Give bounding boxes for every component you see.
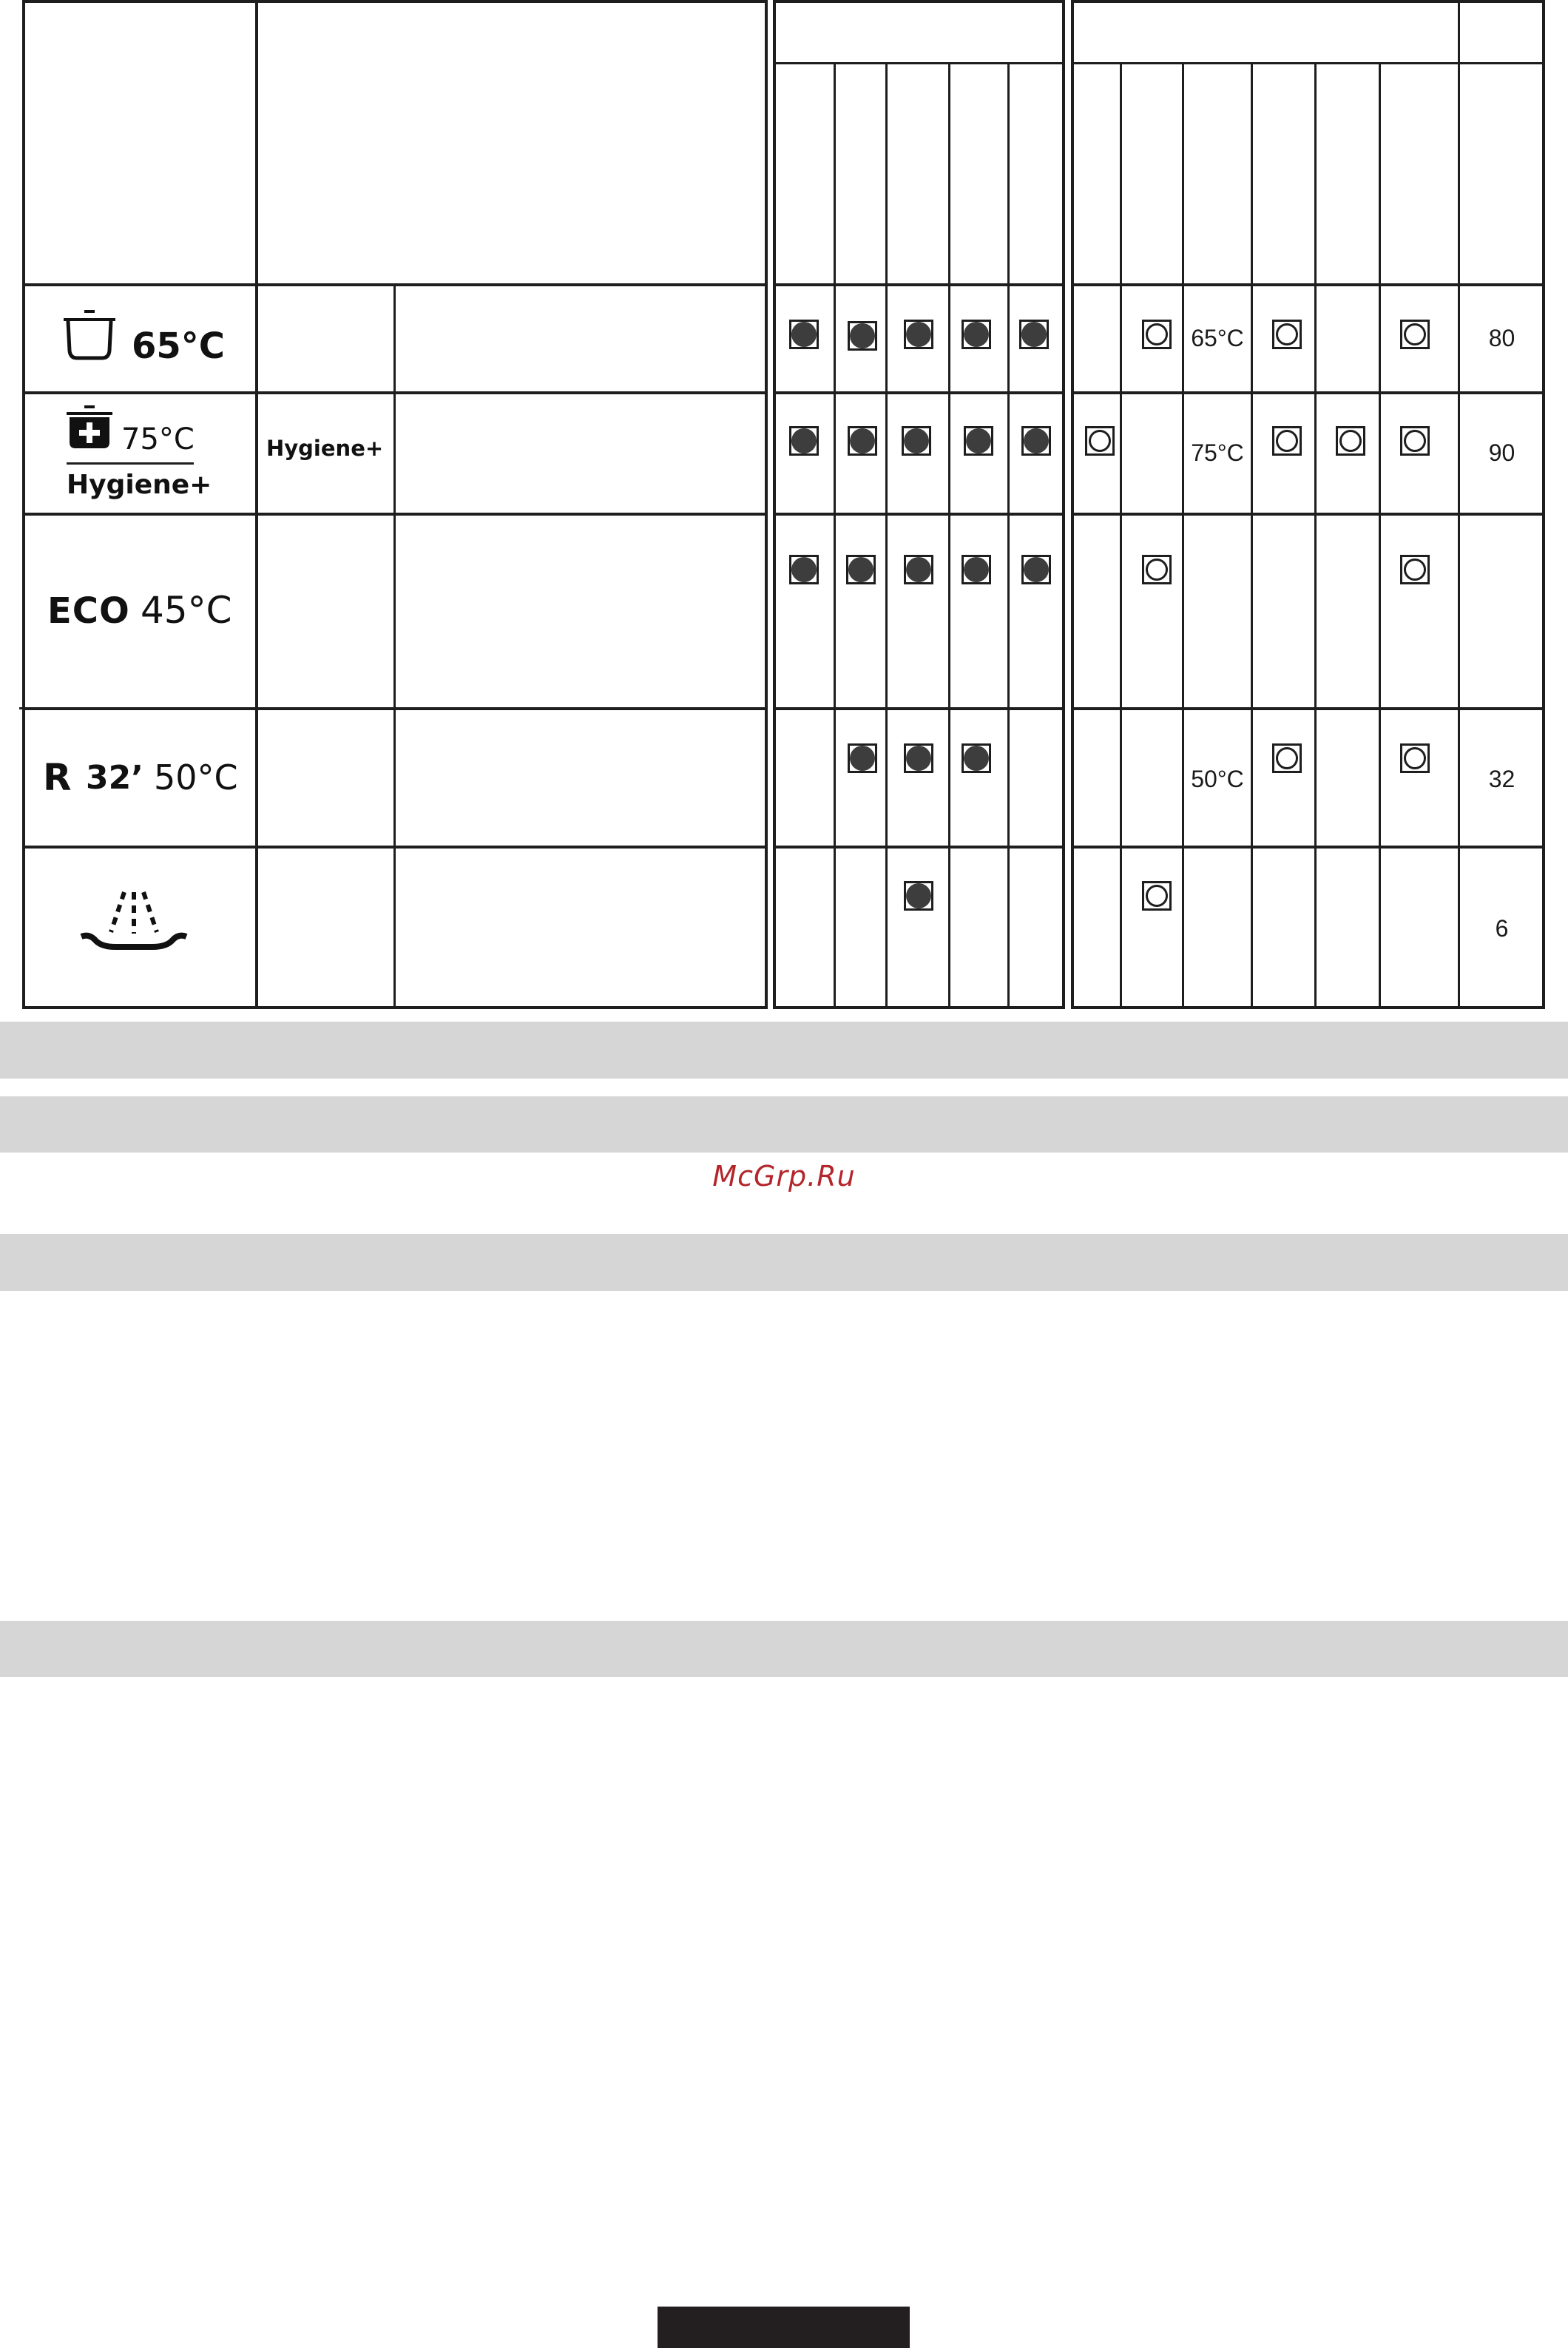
- page-number-tab: [658, 2307, 910, 2348]
- temp-value: 50°C: [1191, 766, 1244, 792]
- duration-value: 90: [1488, 439, 1515, 466]
- open-circle-icon: [1142, 881, 1172, 911]
- table-top-border: [22, 0, 768, 3]
- section-band: [0, 1096, 1568, 1153]
- pot-icon: [62, 309, 117, 365]
- program-label-rapid: 50°C: [154, 758, 238, 797]
- row-line: [22, 707, 768, 710]
- row-line: [22, 846, 768, 849]
- open-circle-icon: [1142, 555, 1172, 584]
- table-divider: [1458, 0, 1460, 1009]
- open-circle-icon: [1272, 743, 1302, 773]
- row-line: [773, 283, 1065, 286]
- filled-dot-icon: [904, 743, 933, 773]
- table-divider: [255, 0, 258, 1009]
- table-divider: [773, 0, 776, 1009]
- filled-dot-icon: [962, 555, 991, 584]
- duration-value: 32: [1488, 766, 1515, 792]
- table-bottom-border: [1071, 1006, 1545, 1009]
- row-line: [22, 283, 768, 286]
- table-divider: [1120, 62, 1122, 1009]
- filled-dot-icon: [1021, 555, 1051, 584]
- table-divider: [834, 62, 836, 1009]
- filled-dot-icon: [1019, 320, 1049, 349]
- table-right-border: [1542, 0, 1545, 1009]
- row-line: [22, 513, 768, 516]
- row-line: [1071, 707, 1545, 710]
- filled-dot-icon: [962, 743, 991, 773]
- filled-dot-icon: [904, 881, 933, 911]
- table-divider: [1251, 62, 1253, 1009]
- row-line: [1071, 283, 1545, 286]
- row-line: [1071, 846, 1545, 849]
- table-divider: [1379, 62, 1381, 1009]
- filled-dot-icon: [848, 426, 877, 456]
- row-line: [773, 707, 1065, 710]
- table-divider: [1314, 62, 1317, 1009]
- table-bottom-border: [22, 1006, 768, 1009]
- temp-value: 75°C: [1191, 439, 1244, 466]
- open-circle-icon: [1400, 426, 1430, 456]
- table-left-border: [22, 0, 25, 1009]
- open-circle-icon: [1272, 426, 1302, 456]
- filled-dot-icon: [789, 426, 819, 456]
- open-circle-icon: [1400, 320, 1430, 349]
- table-divider: [1007, 62, 1010, 1009]
- filled-dot-icon: [1021, 426, 1051, 456]
- open-circle-icon: [1336, 426, 1365, 456]
- table-top-border: [773, 0, 1065, 3]
- filled-dot-icon: [964, 426, 993, 456]
- filled-dot-icon: [789, 555, 819, 584]
- open-circle-icon: [1085, 426, 1115, 456]
- filled-dot-icon: [789, 320, 819, 349]
- program-label-rapid-time: 32’: [86, 759, 143, 797]
- filled-dot-icon: [962, 320, 991, 349]
- row-line: [1071, 391, 1545, 394]
- duration-value: 80: [1488, 325, 1515, 351]
- filled-dot-icon: [902, 426, 931, 456]
- row-tick: [19, 707, 25, 709]
- table-divider: [1071, 0, 1074, 1009]
- option-hygiene: Hygiene+: [266, 436, 384, 461]
- row-line: [773, 513, 1065, 516]
- filled-dot-icon: [904, 320, 933, 349]
- table-bottom-border: [773, 1006, 1065, 1009]
- duration-value: 6: [1495, 915, 1509, 942]
- watermark: McGrp.Ru: [712, 1160, 856, 1192]
- table-divider: [1182, 62, 1184, 1009]
- table-top-border: [1071, 0, 1545, 3]
- program-label-rapid-prefix: R: [43, 756, 72, 799]
- section-band: [0, 1621, 1568, 1677]
- table-divider: [765, 0, 768, 1009]
- row-line: [22, 391, 768, 394]
- table-divider: [948, 62, 950, 1009]
- row-line: [773, 846, 1065, 849]
- section-band: [0, 1022, 1568, 1079]
- label-underline: [67, 462, 194, 465]
- temp-value: 65°C: [1191, 325, 1244, 351]
- filled-dot-icon: [848, 321, 877, 351]
- program-sublabel-hygiene: Hygiene+: [67, 470, 212, 500]
- table-header-line: [1071, 62, 1545, 64]
- pot-plus-icon: [65, 405, 114, 453]
- filled-dot-icon: [846, 555, 876, 584]
- table-divider: [1062, 0, 1065, 1009]
- table-header-line: [773, 62, 1065, 64]
- spray-basin-icon: [78, 888, 189, 959]
- program-label-hygiene: 75°C: [121, 422, 195, 456]
- open-circle-icon: [1400, 743, 1430, 773]
- row-line: [773, 391, 1065, 394]
- open-circle-icon: [1142, 320, 1172, 349]
- open-circle-icon: [1400, 555, 1430, 584]
- open-circle-icon: [1272, 320, 1302, 349]
- table-divider: [885, 62, 888, 1009]
- program-label-eco: 45°C: [141, 589, 232, 632]
- section-band: [0, 1234, 1568, 1291]
- program-label-intensive: 65°C: [132, 325, 226, 367]
- filled-dot-icon: [848, 743, 877, 773]
- program-label-eco-prefix: ECO: [47, 590, 130, 632]
- row-line: [1071, 513, 1545, 516]
- filled-dot-icon: [904, 555, 933, 584]
